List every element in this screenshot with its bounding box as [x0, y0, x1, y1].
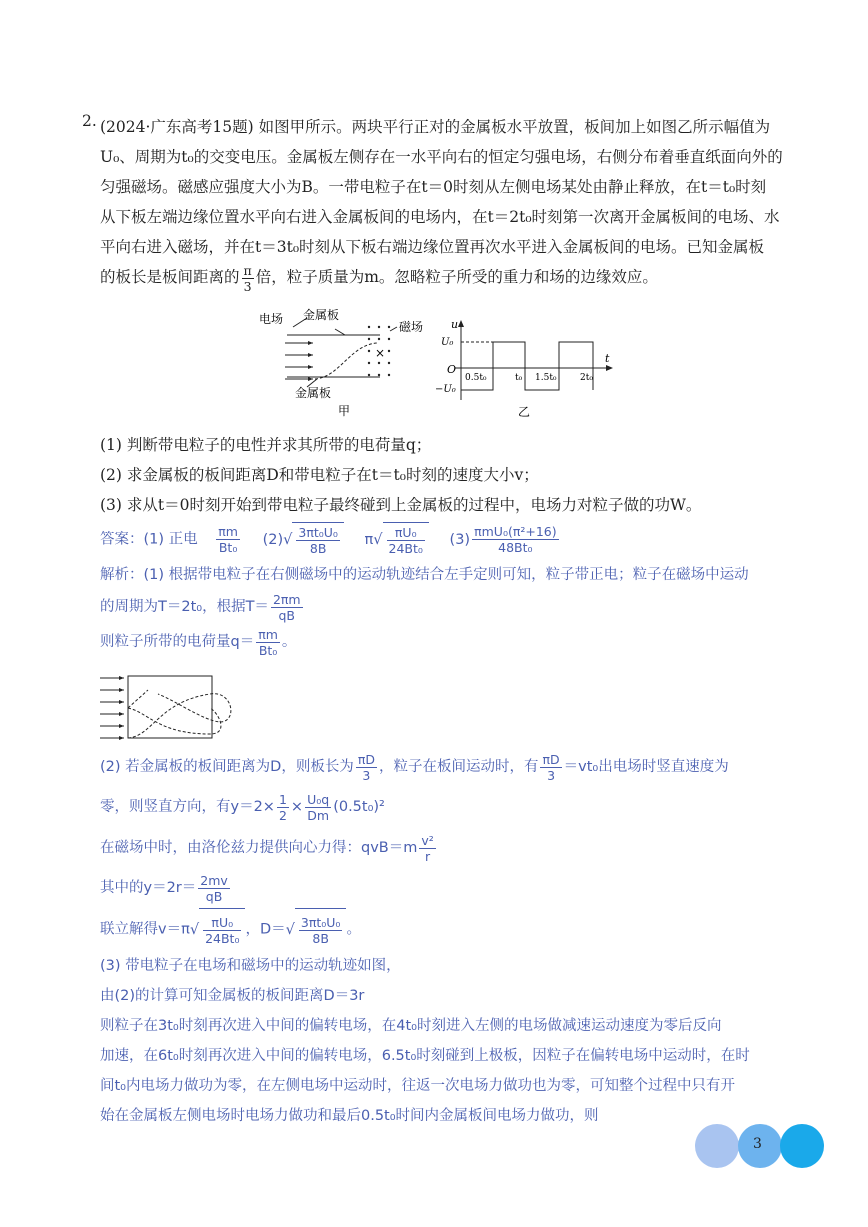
label-field: 电场 — [259, 312, 284, 326]
answer-f1-num: πm — [218, 524, 238, 539]
caption-yi: 乙 — [518, 405, 531, 418]
axis-t: t — [605, 352, 610, 365]
solution-l5-n1: 1 — [278, 791, 287, 807]
answer-sqrt-2: √ $\frac{\text{πU₀}}{\text{24Bt₀}}$ — [373, 522, 429, 557]
solution-sqrt-8a: √ $\frac{\text{πU₀}}{\text{24Bt₀}}$ — [190, 908, 246, 951]
answer-part3: (3) — [449, 531, 471, 548]
solution-line-7 — [100, 868, 800, 908]
solution-l6-num: v² — [421, 832, 434, 848]
figure-yi — [435, 318, 620, 418]
solution-l4-text: (2) 若金属板的板间距离为D，则板长为 — [100, 759, 354, 775]
solution-line-13: 间t₀内电场力做功为零，在左侧电场中运动时，往返一次电场力做功也为零，可知整个过程中只有开 — [100, 1078, 735, 1094]
solution-line-6 — [100, 828, 800, 868]
solution-frac-5a — [277, 792, 289, 823]
answer-sqrt-1: √ $\frac{\text{3πt₀U₀}}{8B}$ — [283, 522, 344, 557]
question-line-5: 平向右进入磁场，并在t＝3t₀时刻从下板右端边缘位置再次水平进入金属板间的电场。已知金属板 — [100, 238, 765, 256]
solution-frac-4b — [540, 752, 561, 783]
page-circle-right — [780, 1124, 824, 1168]
answer-f2-num: 3πt₀U₀ — [298, 524, 338, 540]
solution-line-4 — [100, 748, 800, 786]
trajectory — [315, 343, 377, 379]
cross-mark: × — [375, 346, 386, 360]
solution-l6-text: 在磁场中时，由洛伦兹力提供向心力得：qvB＝m — [100, 840, 418, 856]
solution-line-10: 由(2)的计算可知金属板的板间距离D＝3r — [100, 988, 365, 1004]
question-line-4: 从下板左端边缘位置水平向右进入金属板间的电场内，在t＝2t₀时刻第一次离开金属板间的电场、水 — [100, 208, 780, 226]
particle-path-1 — [128, 694, 231, 738]
solution-l8-text: 联立解得v＝π — [100, 921, 190, 938]
label-top-plate: 金属板 — [303, 308, 340, 322]
tick-2: 1.5t₀ — [535, 373, 557, 383]
solution-l4-num-2: πD — [542, 751, 560, 767]
origin: O — [447, 363, 457, 376]
answer-f2-den: 8B — [309, 540, 327, 556]
sub-questions — [100, 430, 800, 520]
caption-jia: 甲 — [338, 404, 351, 417]
solution-l3-den: Bt₀ — [258, 642, 278, 658]
solution-sqrt-8b: √ $\frac{\text{3πt₀U₀}}{8B}$ — [286, 908, 347, 951]
answer-f4-den: 48Bt₀ — [498, 540, 533, 555]
answer-part1: (1) 正电 — [143, 531, 198, 548]
question-text — [100, 112, 800, 294]
solution-line-3 — [100, 624, 800, 660]
solution-line-12: 加速，在6t₀时刻再次进入中间的偏转电场，6.5t₀时刻碰到上极板，因粒子在偏转电场中运动时，在时 — [100, 1048, 750, 1064]
question-line-1: (2024·广东高考15题) 如图甲所示。两块平行正对的金属板水平放置，板间加上如图乙所示幅值为 — [100, 118, 771, 136]
solution-l5-d1: 2 — [278, 807, 287, 823]
question-number: 2. — [82, 112, 97, 130]
solution-l5-n2: U₀q — [307, 791, 330, 807]
solution-l3-end: 。 — [281, 634, 297, 650]
solution-l2-den: qB — [278, 607, 296, 623]
solution-part1 — [100, 560, 800, 660]
answer-part2: (2) — [262, 531, 284, 548]
solution-l8-num2: 3πt₀U₀ — [300, 914, 341, 930]
solution-part2 — [100, 748, 800, 1131]
solution-l7-den: qB — [205, 888, 223, 904]
question-line-6 — [100, 262, 800, 294]
solution-l5-times: × — [290, 799, 304, 815]
solution-frac-4a — [356, 752, 377, 783]
answer-frac-4 — [472, 524, 559, 555]
plates-frame — [128, 676, 212, 738]
ratio-num: π — [243, 262, 252, 278]
solution-l5-d2: Dm — [307, 807, 330, 823]
solution-l4-den-2: 3 — [547, 767, 556, 783]
solution-l4-den: 3 — [362, 767, 371, 783]
solution-l4-num: πD — [357, 751, 375, 767]
solution-frac-6 — [419, 833, 435, 864]
solution-line-2 — [100, 590, 800, 624]
solution-l3-num: πm — [258, 626, 278, 642]
sub-question-2: (2) 求金属板的板间距离D和带电粒子在t＝t₀时刻的速度大小v； — [100, 466, 539, 484]
tick-1: t₀ — [515, 373, 523, 383]
label-magnetic: 磁场 — [399, 320, 424, 334]
solution-frac-2 — [271, 592, 303, 623]
solution-l5-text: 零，则竖直方向，有y＝2× — [100, 799, 275, 815]
solution-l8-den: 24Bt₀ — [205, 930, 240, 946]
sub-question-3: (3) 求从t＝0时刻开始到带电粒子最终碰到上金属板的过程中，电场力对粒子做的功W。 — [100, 496, 702, 514]
solution-l2-text: 的周期为T＝2t₀，根据T＝ — [100, 599, 269, 615]
tick-0: 0.5t₀ — [465, 373, 487, 383]
solution-l7-num: 2mv — [200, 872, 228, 888]
axis-u: u — [451, 318, 459, 331]
question-line-2: U₀、周期为t₀的交变电压。金属板左侧存在一水平向右的恒定匀强电场，右侧分布着垂直纸面向外的 — [100, 148, 783, 166]
answer-f4-num: πmU₀(π²+16) — [474, 524, 557, 539]
label-bottom-plate: 金属板 — [295, 386, 332, 400]
answer-frac-1 — [216, 524, 240, 555]
answer-line — [100, 522, 800, 557]
answer-prefix: 答案： — [100, 531, 144, 548]
page-number: 3 — [753, 1136, 762, 1152]
ratio-prefix: 的板长是板间距离的 — [100, 268, 240, 286]
answer-pi: π — [364, 531, 374, 548]
solution-line-1: 解析：(1) 根据带电粒子在右侧磁场中的运动轨迹结合左手定则可知，粒子带正电；粒子在磁场中运动 — [100, 567, 749, 583]
solution-l7-text: 其中的y＝2r＝ — [100, 880, 197, 896]
ratio-fraction — [242, 263, 254, 294]
solution-line-14: 始在金属板左侧电场时电场力做功和最后0.5t₀时间内金属板间电场力做功，则 — [100, 1108, 599, 1124]
solution-frac-5b — [305, 792, 331, 823]
question-line-3: 匀强磁场。磁感应强度大小为B。一带电粒子在t＝0时刻从左侧电场某处由静止释放，在t＝t₀时刻 — [100, 178, 767, 196]
ratio-den: 3 — [243, 278, 252, 294]
solution-l8-num: πU₀ — [203, 915, 241, 931]
solution-l8-den2: 8B — [312, 930, 329, 946]
label-u0: U₀ — [441, 337, 454, 348]
answer-f1-den: Bt₀ — [218, 540, 238, 555]
solution-l8-mid: ，D＝ — [245, 921, 286, 938]
solution-l4-end: ＝vt₀出电场时竖直速度为 — [563, 759, 729, 775]
solution-frac-3 — [256, 627, 280, 658]
tick-3: 2t₀ — [580, 373, 593, 383]
solution-l3-text: 则粒子所带的电荷量q＝ — [100, 634, 255, 650]
solution-frac-7 — [198, 873, 230, 904]
solution-l2-num: 2πm — [272, 591, 301, 607]
particle-path-2 — [128, 708, 221, 734]
label-neg-u0: −U₀ — [435, 384, 456, 395]
solution-line-11: 则粒子在3t₀时刻再次进入中间的偏转电场，在4t₀时刻进入左侧的电场做减速运动速度为零后反向 — [100, 1018, 722, 1034]
figure-jia — [255, 305, 445, 417]
solution-line-5 — [100, 786, 800, 828]
trajectory-figure — [98, 672, 243, 744]
solution-line-9: (3) 带电粒子在电场和磁场中的运动轨迹如图， — [100, 958, 401, 974]
solution-l5-end: (0.5t₀)² — [333, 799, 385, 815]
solution-line-8 — [100, 908, 800, 951]
page-circle-left — [695, 1124, 739, 1168]
solution-l8-end: 。 — [346, 921, 361, 938]
sub-question-1: (1) 判断带电粒子的电性并求其所带的电荷量q； — [100, 436, 432, 454]
solution-l4-mid: ，粒子在板间运动时，有 — [378, 759, 539, 775]
solution-l6-den: r — [425, 848, 431, 864]
ratio-suffix: 倍，粒子质量为m。忽略粒子所受的重力和场的边缘效应。 — [255, 268, 658, 286]
answer-f3-num: πU₀ — [387, 525, 425, 541]
answer-f3-den: 24Bt₀ — [388, 540, 423, 556]
